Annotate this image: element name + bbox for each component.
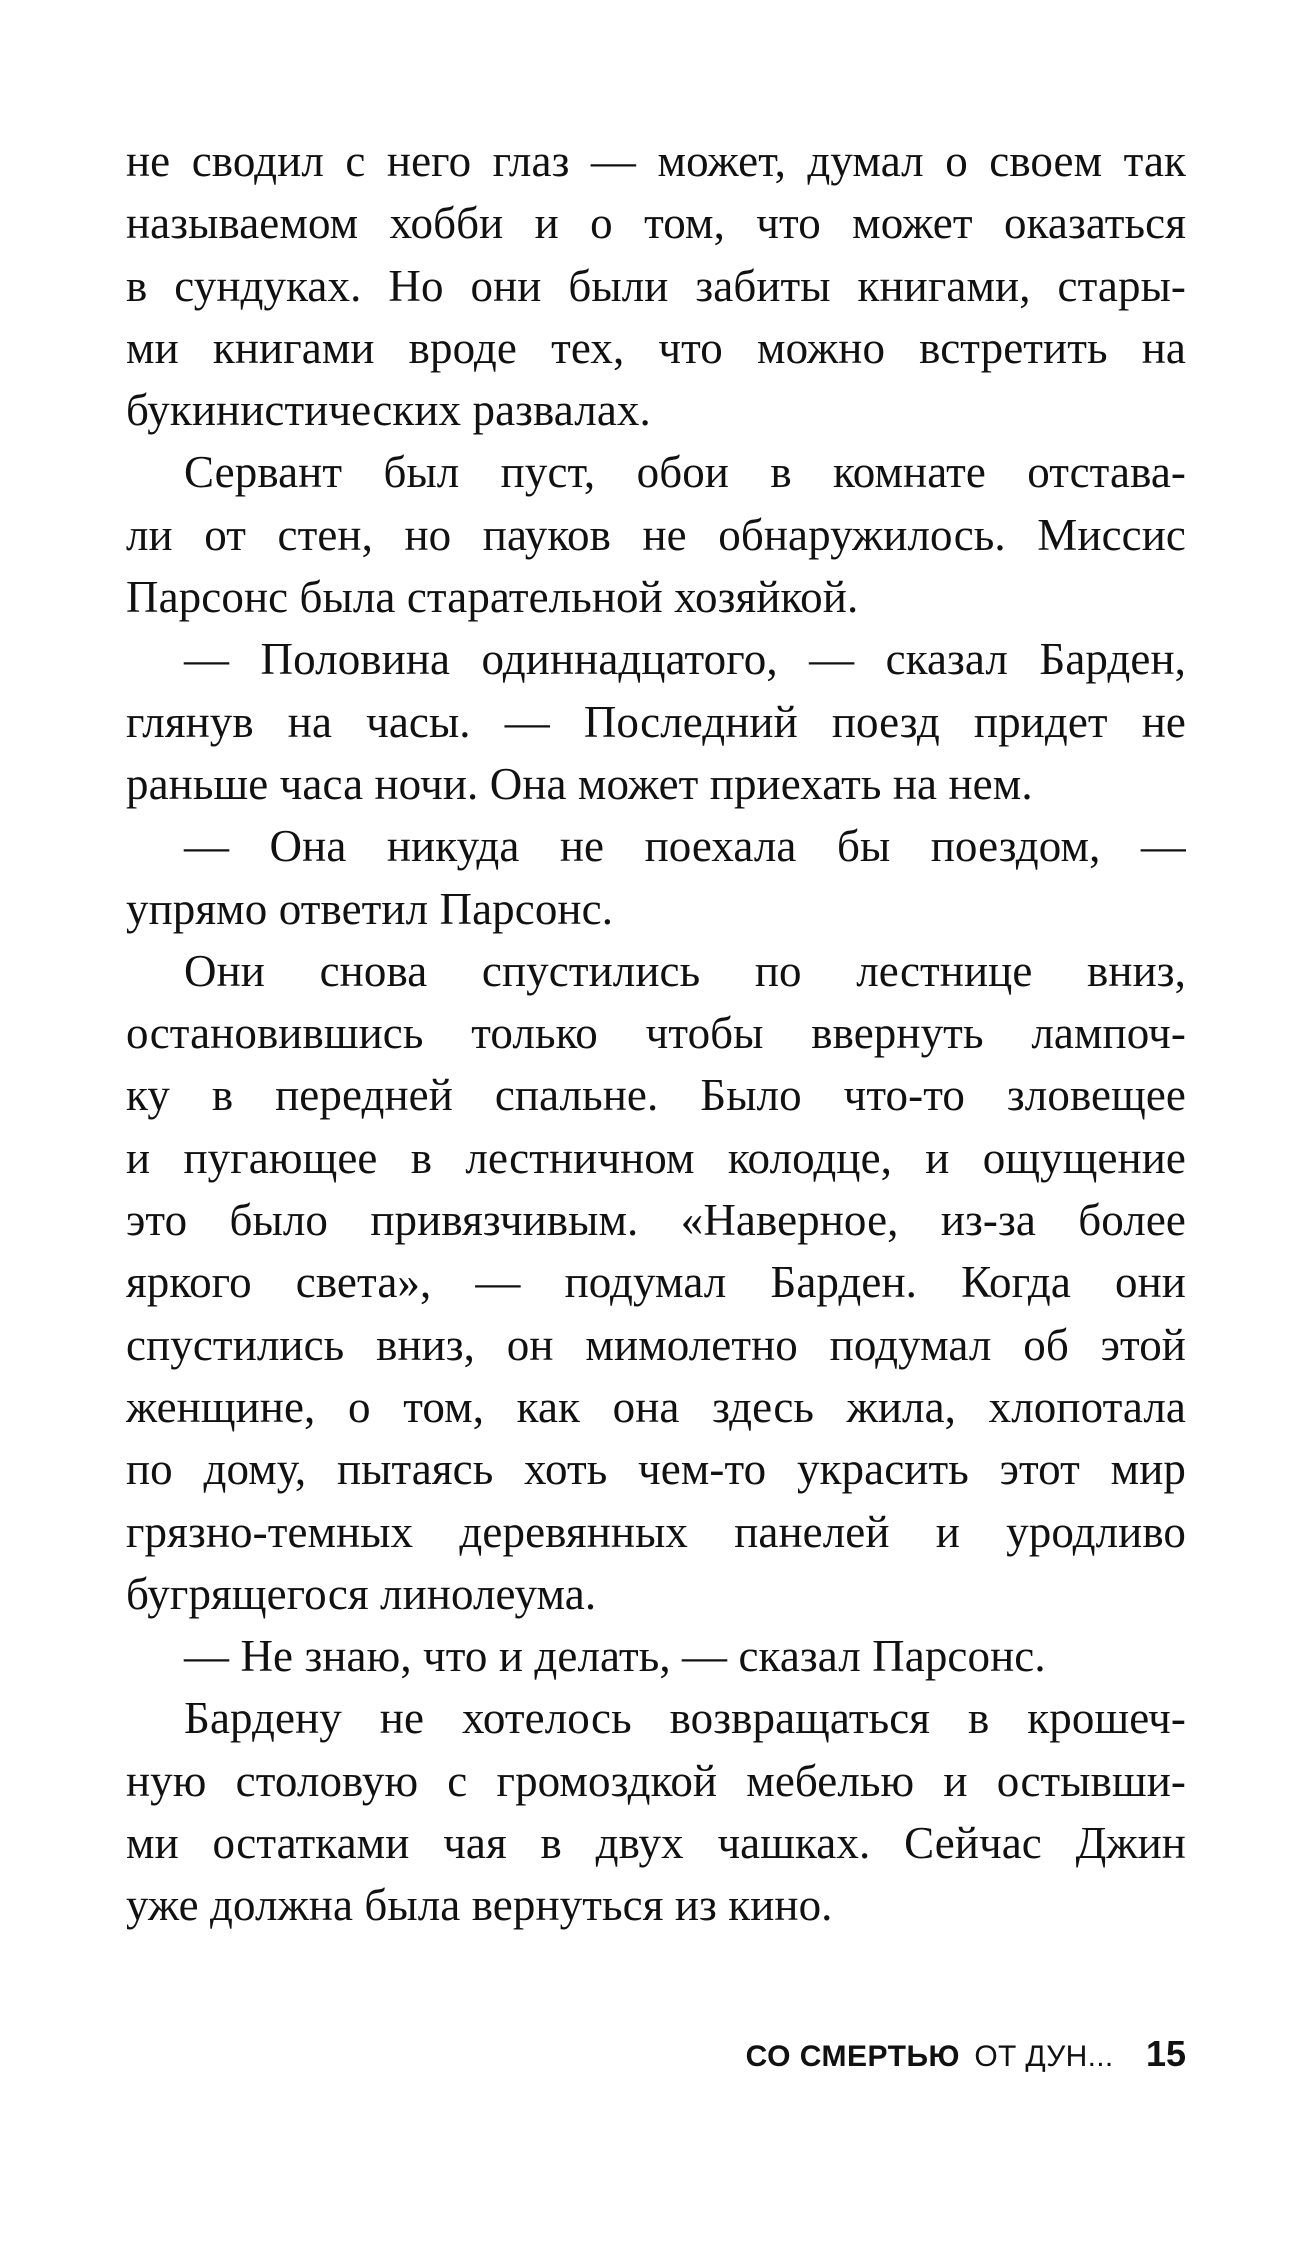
text-line: глянув на часы. — Последний поезд придет не xyxy=(126,696,1186,747)
text-line: — Не знаю, что и делать, — сказал Парсонс. xyxy=(184,1631,1046,1682)
text-line: — Половина одиннадцатого, — сказал Барден, xyxy=(184,634,1186,685)
text-line: ку в передней спальне. Было что-то зловещее xyxy=(126,1070,1186,1121)
text-line: называемом хобби и о том, что может оказаться xyxy=(126,198,1186,249)
text-line: бугрящегося линолеума. xyxy=(126,1568,597,1619)
text-line: Бардену не хотелось возвращаться в крошеч- xyxy=(184,1693,1186,1744)
text-line: по дому, пытаясь хоть чем-то украсить этот мир xyxy=(126,1444,1186,1495)
running-footer xyxy=(726,2033,1186,2083)
text-line: ли от стен, но пауков не обнаружилось. Миссис xyxy=(126,509,1186,560)
text-line: спустились вниз, он мимолетно подумал об этой xyxy=(126,1319,1186,1370)
text-line: в сундуках. Но они были забиты книгами, стары- xyxy=(126,260,1186,311)
text-line: ми остатками чая в двух чашках. Сейчас Джин xyxy=(126,1818,1186,1869)
text-line: раньше часа ночи. Она может приехать на нем. xyxy=(126,758,1033,809)
text-line: женщине, о том, как она здесь жила, хлопотала xyxy=(126,1381,1186,1432)
text-line: остановившись только чтобы ввернуть лампоч- xyxy=(126,1008,1186,1059)
text-line: упрямо ответил Парсонс. xyxy=(126,883,614,934)
footer-series-title-regular: ОТ ДУН... xyxy=(974,2040,1114,2073)
text-line: — Она никуда не поехала бы поездом, — xyxy=(184,821,1186,872)
text-line: и пугающее в лестничном колодце, и ощущение xyxy=(126,1132,1186,1183)
footer-series-title-bold: СО СМЕРТЬЮ xyxy=(745,2040,960,2073)
body-text xyxy=(126,130,1186,1937)
text-line: грязно-темных деревянных панелей и уродливо xyxy=(126,1506,1186,1557)
text-line: ную столовую с громоздкой мебелью и остывши- xyxy=(126,1755,1186,1806)
text-line: Сервант был пуст, обои в комнате отстава- xyxy=(184,447,1186,498)
text-line: букинистических развалах. xyxy=(126,385,651,436)
text-line: яркого света», — подумал Барден. Когда они xyxy=(126,1257,1186,1308)
text-line: ми книгами вроде тех, что можно встретить на xyxy=(126,322,1186,373)
text-line: Парсонс была старательной хозяйкой. xyxy=(126,572,859,623)
text-line: это было привязчивым. «Наверное, из-за более xyxy=(126,1195,1186,1246)
page-number: 15 xyxy=(1145,2033,1186,2074)
text-line: уже должна была вернуться из кино. xyxy=(126,1880,833,1931)
text-line: не сводил с него глаз — может, думал о своем так xyxy=(126,136,1186,186)
text-line: Они снова спустились по лестнице вниз, xyxy=(184,945,1186,996)
